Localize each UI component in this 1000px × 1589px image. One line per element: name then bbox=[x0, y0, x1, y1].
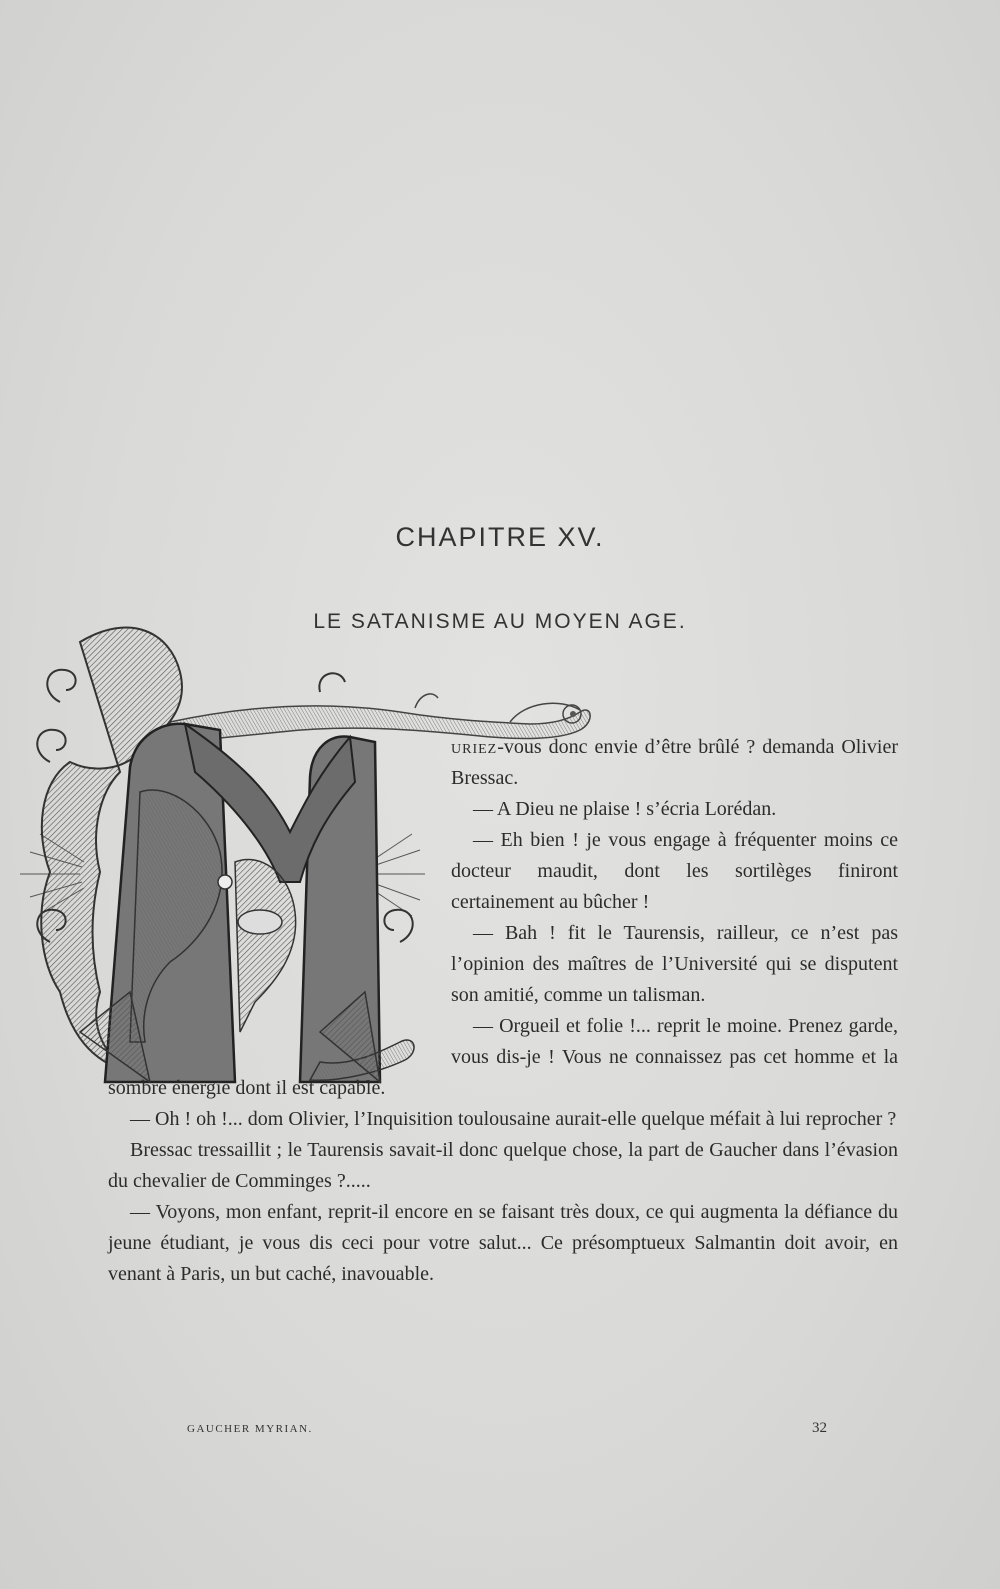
chapter-subtitle: LE SATANISME AU MOYEN AGE. bbox=[313, 610, 687, 633]
paragraph-text: -vous donc envie d’être brûlé ? demanda Olivier Bressac. bbox=[451, 736, 898, 789]
body-text bbox=[108, 732, 898, 1290]
paragraph-8: — Voyons, mon enfant, reprit-il encore en se faisant très doux, ce qui augmenta la défiance du jeune étudiant, je vous dis ceci pour votre salut... Ce présomptueux Salmantin doit avoir, en venant à Paris, un but caché, inavouable. bbox=[108, 1201, 898, 1285]
paragraph-5: — Orgueil et folie !... reprit le moine. Prenez garde, vous dis-je ! Vous ne connaissez pas cet homme et la sombre énergie dont il est capable. bbox=[108, 1015, 898, 1099]
running-title: GAUCHER MYRIAN. bbox=[187, 1423, 313, 1435]
paragraph-2: — A Dieu ne plaise ! s’écria Lorédan. bbox=[473, 798, 777, 820]
paragraph-4: — Bah ! fit le Taurensis, railleur, ce n’est pas l’opinion des maîtres de l’Université qui se disputent son amitié, comme un talisman. bbox=[451, 922, 898, 1006]
signature-mark: 32 bbox=[812, 1420, 827, 1436]
chapter-title: CHAPITRE XV. bbox=[395, 522, 605, 552]
dropcap-space bbox=[106, 732, 451, 1072]
paragraph-6: — Oh ! oh !... dom Olivier, l’Inquisition toulousaine aurait-elle quelque méfait à lui reprocher ? bbox=[130, 1108, 897, 1130]
paragraph-1 bbox=[108, 732, 898, 794]
paragraph-7: Bressac tressaillit ; le Taurensis savait-il donc quelque chose, la part de Gaucher dans l’évasion du chevalier de Comminges ?..... bbox=[108, 1139, 898, 1192]
paragraph-3: — Eh bien ! je vous engage à fréquenter moins ce docteur maudit, dont les sortilèges finiront certainement au bûcher ! bbox=[451, 829, 898, 913]
first-word-rest: uriez bbox=[451, 736, 498, 758]
